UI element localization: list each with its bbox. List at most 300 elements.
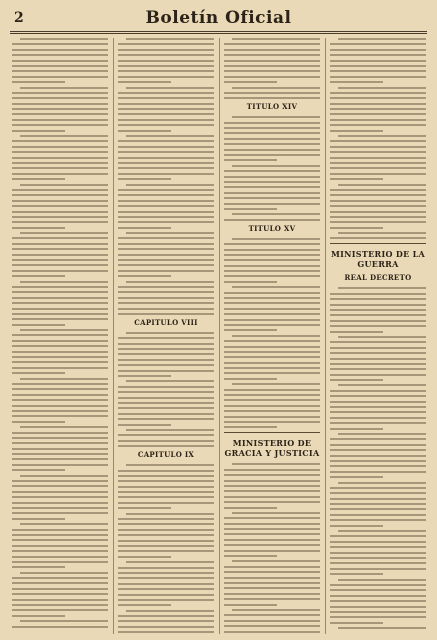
text-line <box>12 189 108 191</box>
text-line <box>330 374 426 376</box>
text-line <box>338 384 426 386</box>
text-line <box>224 555 277 557</box>
text-line <box>12 480 108 482</box>
text-line <box>12 593 108 595</box>
text-line <box>118 599 214 601</box>
text-line <box>232 512 320 514</box>
text-line <box>118 119 214 121</box>
text-line <box>224 550 320 552</box>
text-line <box>20 572 108 574</box>
text-line <box>330 211 426 213</box>
text-line <box>330 411 426 413</box>
text-line <box>224 474 320 476</box>
text-line <box>330 130 383 132</box>
text-line <box>126 429 214 431</box>
text-line <box>118 407 214 409</box>
text-line <box>118 491 214 493</box>
text-line <box>330 352 426 354</box>
text-line <box>12 485 108 487</box>
text-line <box>12 162 108 164</box>
text-line <box>330 331 383 333</box>
text-line <box>224 469 320 471</box>
text-line <box>224 186 320 188</box>
text-line <box>224 97 320 99</box>
text-line <box>330 227 383 229</box>
text-line <box>12 334 108 336</box>
text-line <box>338 135 426 137</box>
text-line <box>118 496 214 498</box>
text-line <box>224 604 277 606</box>
text-line <box>330 103 426 105</box>
text-line <box>232 213 320 215</box>
column-separator <box>325 38 326 634</box>
text-line <box>12 130 65 132</box>
text-line <box>118 162 214 164</box>
text-line <box>118 173 214 175</box>
text-line <box>118 620 214 622</box>
text-line <box>12 248 108 250</box>
text-line <box>330 606 426 608</box>
text-line <box>330 194 426 196</box>
text-line <box>118 200 214 202</box>
text-line <box>12 259 108 261</box>
text-line <box>224 533 320 535</box>
text-line <box>232 383 320 385</box>
text-line <box>232 335 320 337</box>
text-line <box>12 216 108 218</box>
text-line <box>224 181 320 183</box>
text-line <box>12 178 65 180</box>
text-line <box>12 432 108 434</box>
text-line <box>330 444 426 446</box>
newspaper-title: Boletín Oficial <box>145 8 292 28</box>
column-4 <box>330 38 426 634</box>
text-line <box>126 135 214 137</box>
text-line <box>118 523 214 525</box>
text-line <box>118 540 214 542</box>
text-line <box>224 496 320 498</box>
text-line <box>224 517 320 519</box>
section-rule <box>330 243 426 244</box>
text-line <box>330 124 426 126</box>
text-line <box>118 480 214 482</box>
text-line <box>224 197 320 199</box>
text-line <box>118 286 214 288</box>
text-line <box>224 324 320 326</box>
text-line <box>330 519 426 521</box>
text-line <box>12 604 108 606</box>
text-line <box>118 140 214 142</box>
text-line <box>224 362 320 364</box>
text-line <box>118 189 214 191</box>
text-line <box>330 368 426 370</box>
text-line <box>330 401 426 403</box>
text-line <box>118 291 214 293</box>
heading-titulo-xv: TITULO XV <box>248 223 296 233</box>
text-line <box>330 465 426 467</box>
text-line <box>118 545 214 547</box>
text-line <box>224 539 320 541</box>
text-line <box>224 631 320 633</box>
text-line <box>12 469 65 471</box>
text-line <box>338 627 426 629</box>
text-line <box>118 254 214 256</box>
text-line <box>118 402 214 404</box>
text-line <box>118 594 214 596</box>
text-line <box>118 264 214 266</box>
text-line <box>224 49 320 51</box>
text-line <box>338 184 426 186</box>
text-line <box>330 460 426 462</box>
text-line <box>20 38 108 40</box>
text-line <box>12 146 108 148</box>
text-line <box>12 318 108 320</box>
text-line <box>224 507 277 509</box>
text-line <box>330 200 426 202</box>
text-line <box>224 329 277 331</box>
text-line <box>126 281 214 283</box>
text-line <box>224 192 320 194</box>
text-line <box>12 458 108 460</box>
text-line <box>12 43 108 45</box>
text-line <box>118 615 214 617</box>
text-line <box>330 616 426 618</box>
text-line <box>12 54 108 56</box>
text-line <box>338 336 426 338</box>
text-line <box>330 314 426 316</box>
text-line <box>224 480 320 482</box>
text-line <box>330 347 426 349</box>
text-line <box>224 60 320 62</box>
text-line <box>330 498 426 500</box>
text-line <box>12 502 108 504</box>
text-line <box>118 475 214 477</box>
text-line <box>118 445 214 447</box>
masthead-rule-lower <box>10 33 427 34</box>
text-line <box>12 345 108 347</box>
text-line <box>12 399 108 401</box>
text-line <box>12 302 108 304</box>
text-line <box>224 528 320 530</box>
text-line <box>12 383 108 385</box>
text-line <box>12 194 108 196</box>
text-line <box>330 298 426 300</box>
text-line <box>224 302 320 304</box>
text-line <box>118 556 171 558</box>
text-line <box>12 566 65 568</box>
text-line <box>118 243 214 245</box>
text-line <box>118 167 214 169</box>
text-line <box>118 626 214 628</box>
text-line <box>224 566 320 568</box>
text-line <box>118 337 214 339</box>
text-line <box>232 238 320 240</box>
text-line <box>330 611 426 613</box>
text-line <box>224 270 320 272</box>
text-line <box>224 43 320 45</box>
text-line <box>330 205 426 207</box>
text-line <box>330 65 426 67</box>
text-line <box>224 598 320 600</box>
text-line <box>12 65 108 67</box>
text-line <box>232 560 320 562</box>
text-line <box>118 146 214 148</box>
heading-titulo-xiv: TITULO XIV <box>246 102 298 112</box>
heading-capitulo-viii: CAPITULO VIII <box>134 317 198 327</box>
text-line <box>12 243 108 245</box>
text-line <box>330 546 426 548</box>
text-line <box>232 463 320 465</box>
text-line <box>224 582 320 584</box>
text-line <box>20 184 108 186</box>
text-line <box>118 70 214 72</box>
text-line <box>224 275 320 277</box>
text-line <box>224 259 320 261</box>
text-line <box>118 391 214 393</box>
text-line <box>330 157 426 159</box>
text-line <box>330 54 426 56</box>
text-line <box>20 329 108 331</box>
text-line <box>330 76 426 78</box>
text-line <box>126 332 214 334</box>
text-line <box>12 539 108 541</box>
text-line <box>118 386 214 388</box>
text-line <box>126 513 214 515</box>
text-line <box>12 388 108 390</box>
text-line <box>330 162 426 164</box>
text-line <box>118 92 214 94</box>
text-line <box>12 200 108 202</box>
text-line <box>126 561 214 563</box>
text-line <box>224 625 320 627</box>
text-line <box>338 530 426 532</box>
text-line <box>118 529 214 531</box>
text-line <box>338 433 426 435</box>
text-line <box>224 170 320 172</box>
text-line <box>20 475 108 477</box>
text-line <box>224 389 320 391</box>
text-line <box>12 464 108 466</box>
text-line <box>224 81 277 83</box>
text-line <box>330 293 426 295</box>
text-line <box>12 340 108 342</box>
text-line <box>118 297 214 299</box>
text-line <box>338 579 426 581</box>
text-line <box>118 577 214 579</box>
heading-real-decreto: REAL DECRETO <box>344 273 412 283</box>
text-line <box>330 320 426 322</box>
text-line <box>118 248 214 250</box>
text-line <box>330 557 426 559</box>
text-line <box>118 359 214 361</box>
text-line <box>224 490 320 492</box>
text-line <box>126 464 214 466</box>
text-line <box>20 135 108 137</box>
text-line <box>330 216 426 218</box>
text-line <box>20 232 108 234</box>
text-line <box>330 81 383 83</box>
text-line <box>118 113 214 115</box>
text-line <box>330 395 426 397</box>
text-line <box>12 264 108 266</box>
text-line <box>330 449 426 451</box>
text-line <box>126 610 214 612</box>
text-line <box>224 372 320 374</box>
text-line <box>118 81 171 83</box>
column-separator <box>219 38 220 634</box>
column-3 <box>224 38 320 634</box>
text-line <box>118 302 214 304</box>
text-line <box>224 127 320 129</box>
text-line <box>12 286 108 288</box>
text-line <box>330 379 383 381</box>
text-line <box>330 221 426 223</box>
text-line <box>118 424 171 426</box>
text-line <box>12 151 108 153</box>
text-line <box>118 550 214 552</box>
text-line <box>118 130 171 132</box>
text-line <box>12 615 65 617</box>
text-line <box>12 313 108 315</box>
text-line <box>118 308 214 310</box>
text-line <box>224 620 320 622</box>
text-line <box>12 324 65 326</box>
column-2 <box>118 38 214 634</box>
text-line <box>118 108 214 110</box>
text-line <box>224 614 320 616</box>
text-line <box>118 631 214 633</box>
heading-ministerio-gracia-justicia: MINISTERIO DE GRACIA Y JUSTICIA <box>224 438 320 459</box>
text-line <box>118 194 214 196</box>
text-line <box>118 583 214 585</box>
text-line <box>330 476 383 478</box>
text-line <box>12 545 108 547</box>
text-line <box>224 426 277 428</box>
text-line <box>20 620 108 622</box>
text-line <box>224 122 320 124</box>
text-line <box>330 146 426 148</box>
text-line <box>118 397 214 399</box>
text-line <box>330 70 426 72</box>
text-line <box>118 259 214 261</box>
text-line <box>330 60 426 62</box>
text-line <box>126 380 214 382</box>
text-line <box>330 151 426 153</box>
text-line <box>224 523 320 525</box>
text-line <box>118 364 214 366</box>
text-line <box>330 97 426 99</box>
text-line <box>224 544 320 546</box>
text-line <box>224 176 320 178</box>
text-line <box>330 309 426 311</box>
text-line <box>330 417 426 419</box>
text-line <box>12 534 108 536</box>
text-line <box>12 556 108 558</box>
text-line <box>118 567 214 569</box>
masthead <box>10 8 427 30</box>
text-line <box>118 413 214 415</box>
text-line <box>20 426 108 428</box>
text-line <box>330 535 426 537</box>
text-line <box>338 482 426 484</box>
text-line <box>118 507 171 509</box>
text-line <box>12 448 108 450</box>
text-line <box>330 428 383 430</box>
text-columns <box>12 38 426 634</box>
text-line <box>12 291 108 293</box>
text-line <box>224 265 320 267</box>
text-line <box>330 178 383 180</box>
text-line <box>12 442 108 444</box>
text-line <box>224 70 320 72</box>
text-line <box>224 313 320 315</box>
text-line <box>330 622 383 624</box>
text-line <box>330 568 426 570</box>
text-line <box>12 297 108 299</box>
heading-capitulo-ix: CAPITULO IX <box>137 450 195 460</box>
text-line <box>224 203 320 205</box>
text-line <box>118 604 171 606</box>
text-line <box>12 351 108 353</box>
text-line <box>224 410 320 412</box>
text-line <box>12 529 108 531</box>
text-line <box>330 92 426 94</box>
text-line <box>118 178 171 180</box>
text-line <box>118 588 214 590</box>
text-line <box>330 341 426 343</box>
text-line <box>118 418 214 420</box>
text-line <box>12 561 108 563</box>
text-line <box>224 593 320 595</box>
text-line <box>12 49 108 51</box>
text-line <box>330 541 426 543</box>
text-line <box>330 600 426 602</box>
text-line <box>12 119 108 121</box>
section-rule <box>224 432 320 433</box>
text-line <box>338 87 426 89</box>
text-line <box>118 43 214 45</box>
text-line <box>12 410 108 412</box>
text-line <box>224 292 320 294</box>
text-line <box>12 550 108 552</box>
text-line <box>330 119 426 121</box>
text-line <box>12 254 108 256</box>
text-line <box>224 76 320 78</box>
text-line <box>224 208 277 210</box>
text-line <box>338 287 426 289</box>
text-line <box>118 348 214 350</box>
text-line <box>12 421 65 423</box>
text-line <box>118 370 214 372</box>
text-line <box>12 599 108 601</box>
text-line <box>118 221 214 223</box>
text-line <box>118 151 214 153</box>
text-line <box>224 340 320 342</box>
text-line <box>12 103 108 105</box>
text-line <box>12 124 108 126</box>
text-line <box>224 399 320 401</box>
text-line <box>224 319 320 321</box>
text-line <box>224 378 277 380</box>
text-line <box>118 534 214 536</box>
text-line <box>20 281 108 283</box>
text-line <box>224 154 320 156</box>
text-line <box>12 76 108 78</box>
text-line <box>118 157 214 159</box>
text-line <box>118 470 214 472</box>
text-line <box>118 313 214 315</box>
text-line <box>330 358 426 360</box>
